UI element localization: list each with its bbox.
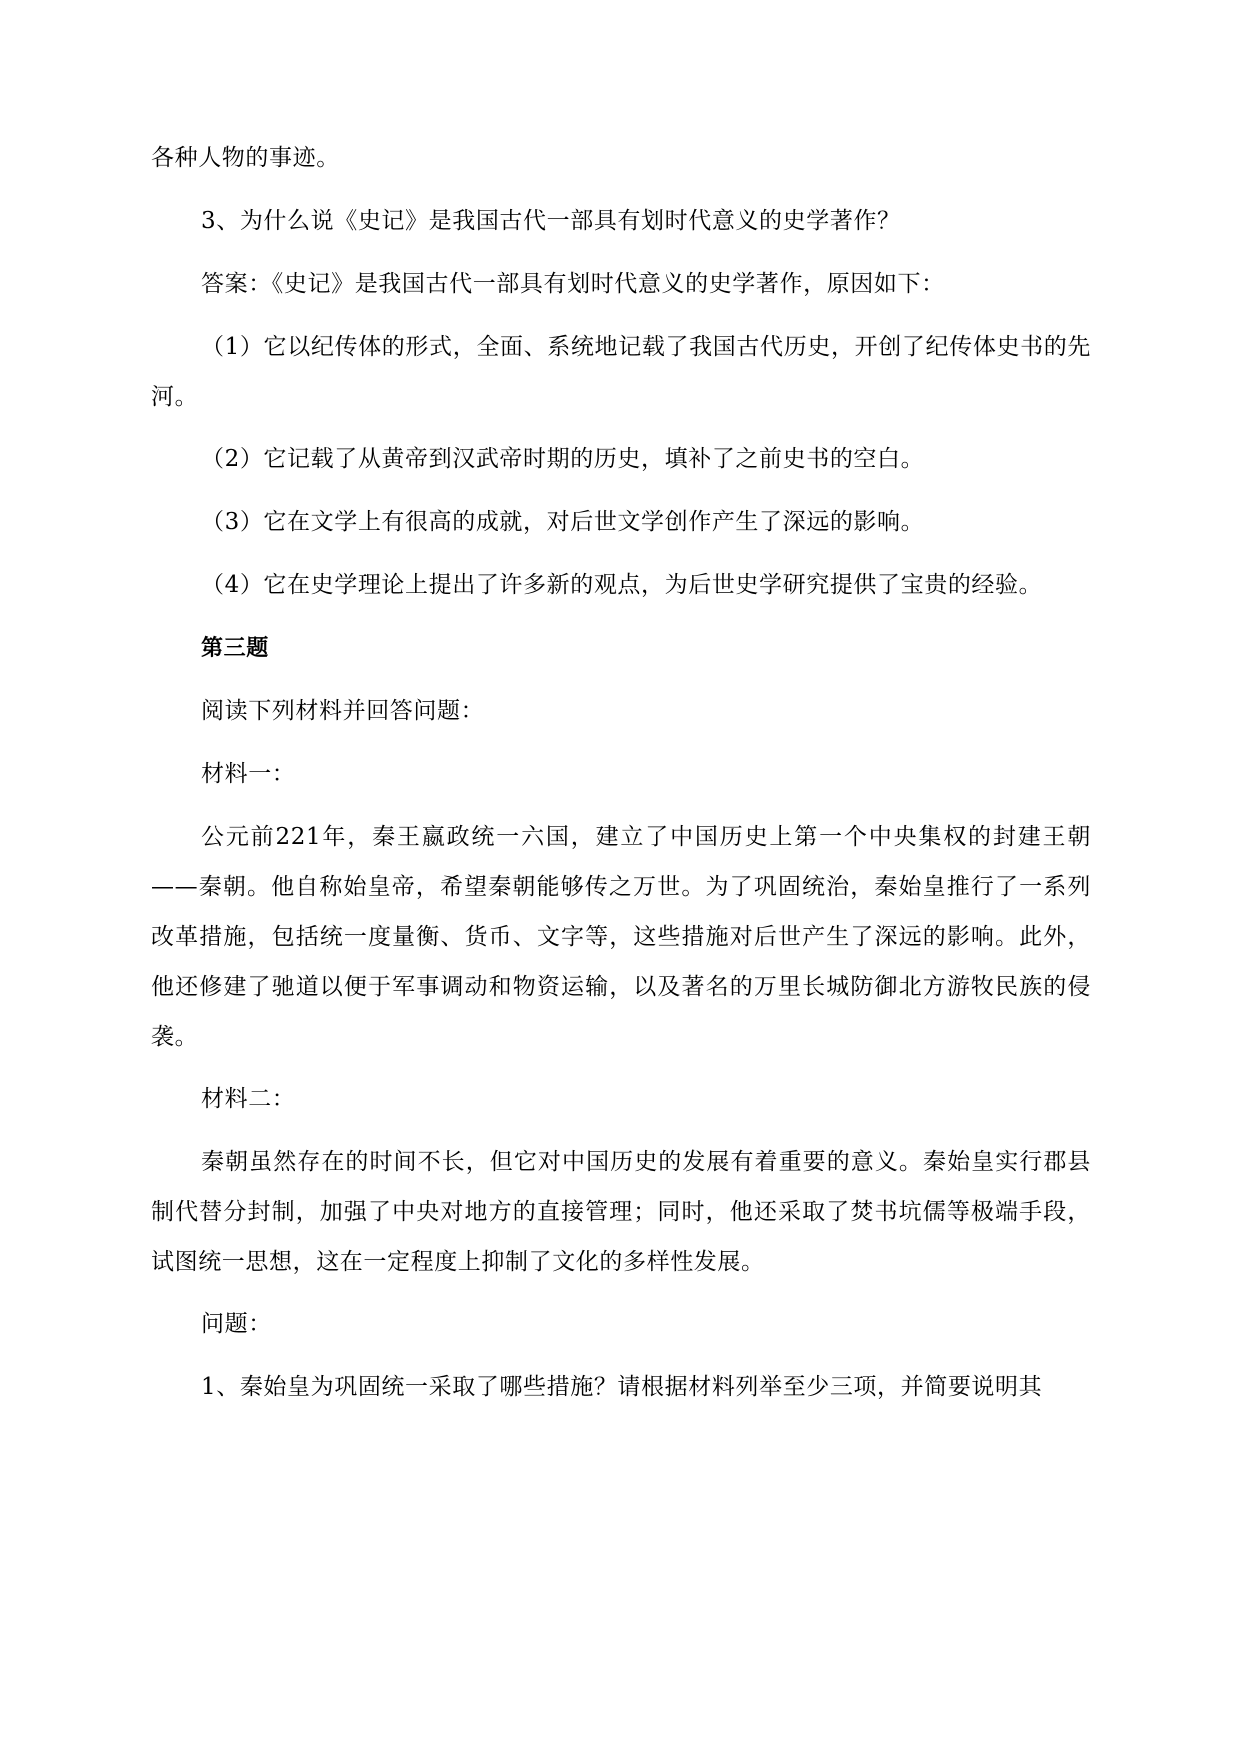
question-1: 1、秦始皇为巩固统一采取了哪些措施？请根据材料列举至少三项，并简要说明其 [201,1374,1043,1400]
section-heading: 第三题 [201,636,269,661]
questions-label: 问题： [201,1311,272,1337]
continuation-text: 各种人物的事迹。 [151,145,340,171]
answer-intro: 答案：《史记》是我国古代一部具有划时代意义的史学著作，原因如下： [201,271,945,297]
answer-point-1: （1）它以纪传体的形式，全面、系统地记载了我国古代历史，开创了纪传体史书的先河。 [151,334,1091,410]
material-2-label: 材料二： [201,1086,296,1112]
answer-point-3: （3）它在文学上有很高的成就，对后世文学创作产生了深远的影响。 [201,509,925,535]
material-1-text: 公元前221年，秦王嬴政统一六国，建立了中国历史上第一个中央集权的封建王朝——秦朝。他自称始皇帝，希望秦朝能够传之万世。为了巩固统治，秦始皇推行了一系列改革措施，包括统一度量衡、货币、文字等，这些措施对后世产生了深远的影响。此外，他还修建了驰道以便于军事调动和物资运输，以及著名的万里长城防御北方游牧民族的侵袭。 [151,824,1091,1050]
answer-point-4: （4）它在史学理论上提出了许多新的观点，为后世史学研究提供了宝贵的经验。 [201,572,1043,598]
material-1-label: 材料一： [201,761,296,787]
material-2-text: 秦朝虽然存在的时间不长，但它对中国历史的发展有着重要的意义。秦始皇实行郡县制代替分封制，加强了中央对地方的直接管理；同时，他还采取了焚书坑儒等极端手段，试图统一思想，这在一定程度上抑制了文化的多样性发展。 [151,1149,1091,1275]
reading-instruction: 阅读下列材料并回答问题： [201,698,485,724]
document-body [151,143,1091,1435]
answer-point-2: （2）它记载了从黄帝到汉武帝时期的历史，填补了之前史书的空白。 [201,446,925,472]
question-3: 3、为什么说《史记》是我国古代一部具有划时代意义的史学著作？ [201,208,901,234]
